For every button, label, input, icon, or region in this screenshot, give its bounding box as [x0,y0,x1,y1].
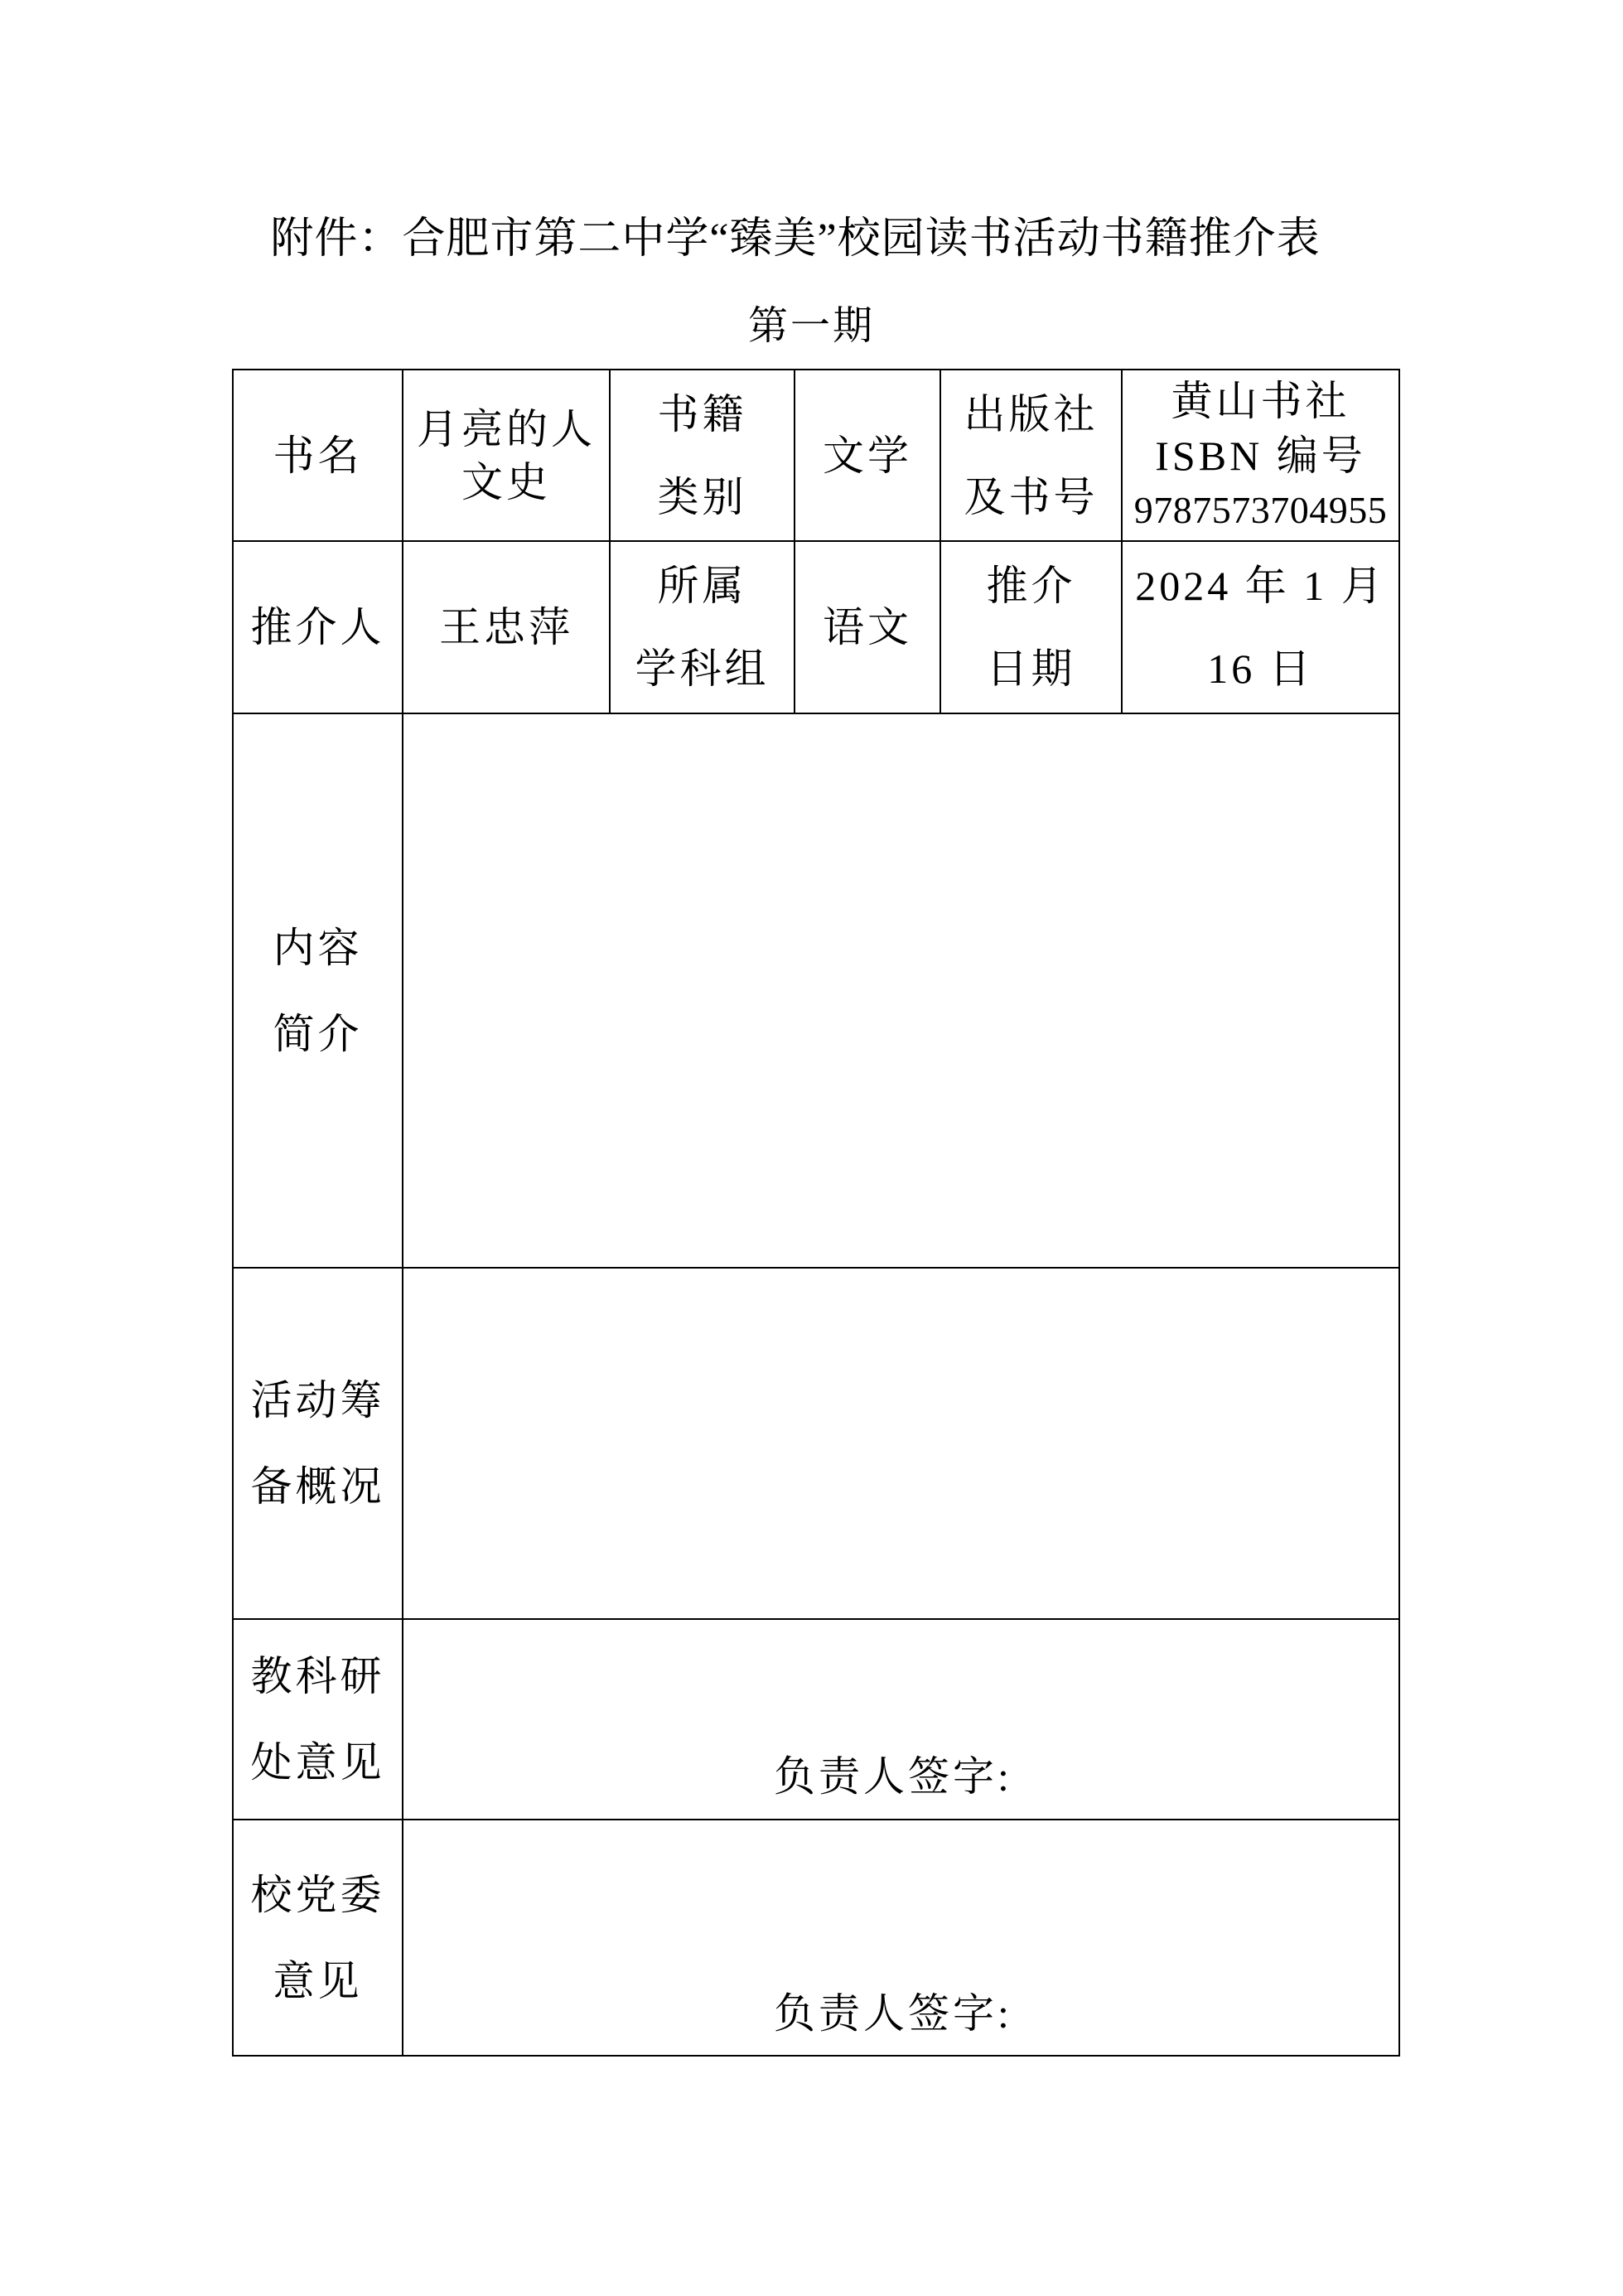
recommender-label-cell [233,541,403,713]
date-label-cell [940,541,1122,713]
date-value-cell [1122,541,1399,713]
summary-label-cell [233,713,403,1268]
issue-number: 第一期 [747,304,875,348]
publisher-label-line-2: 及书号 [964,473,1099,520]
form-body [233,370,1399,2056]
activity-preparation-label-line-2: 备概况 [250,1463,385,1510]
book-name-label: 书名 [273,432,363,479]
summary-label-line-1: 内容 [273,924,363,971]
publisher-label-cell [940,370,1122,541]
book-info-row [233,370,1399,541]
book-name-value-cell [403,370,610,541]
summary-label-line-2: 简介 [273,1010,363,1057]
recommender-label: 推介人 [250,604,385,650]
category-value-cell [795,370,940,541]
subject-group-label-line-2: 学科组 [635,645,770,692]
publisher-label-line-1: 出版社 [964,390,1099,437]
recommender-value: 王忠萍 [439,604,573,650]
summary-row [233,713,1399,1268]
research-office-label-line-1: 教科研 [250,1653,385,1699]
category-value: 文学 [823,432,912,479]
category-label-line-1: 书籍 [657,390,747,437]
party-committee-signature-label: 负责人签字: [774,1990,1012,2037]
publisher-name: 黄山书社 [1171,377,1350,424]
recommender-value-cell [403,541,610,713]
category-label-line-2: 类别 [657,473,747,520]
book-name-label-cell [233,370,403,541]
research-office-label-cell [233,1619,403,1820]
summary-content-area [403,713,1399,1268]
date-value-line-1: 2024 年 1 月 [1135,563,1386,609]
date-value-line-2: 16 日 [1207,645,1314,692]
isbn-number: 9787573704955 [1133,488,1388,531]
date-label-line-2: 日期 [986,645,1076,692]
party-committee-label-line-2: 意见 [273,1957,363,2004]
subject-group-label-line-1: 所属 [657,563,747,609]
recommender-info-row [233,541,1399,713]
document-title: 附件：合肥市第二中学“臻美”校园读书活动书籍推介表 [270,215,1321,263]
party-committee-opinion-row [233,1820,1399,2056]
book-name-value-line-1: 月亮的人 [417,405,596,452]
research-office-opinion-area [403,1619,1399,1820]
subject-group-label-cell [610,541,795,713]
isbn-label: ISBN 编号 [1155,432,1366,479]
party-committee-opinion-area [403,1820,1399,2056]
book-name-value-line-2: 文史 [461,458,551,505]
activity-preparation-label-line-1: 活动筹 [250,1377,385,1424]
subject-group-value-cell [795,541,940,713]
research-office-opinion-row [233,1619,1399,1820]
publisher-value-cell [1122,370,1399,541]
research-office-label-line-2: 处意见 [250,1739,385,1786]
subject-group-value: 语文 [823,604,912,650]
category-label-cell [610,370,795,541]
research-office-signature-label: 负责人签字: [774,1753,1012,1800]
activity-preparation-content-area [403,1268,1399,1619]
book-recommendation-form [232,369,1400,2057]
date-label-line-1: 推介 [986,563,1076,609]
activity-preparation-row [233,1268,1399,1619]
activity-preparation-label-cell [233,1268,403,1619]
party-committee-label-line-1: 校党委 [250,1871,385,1918]
party-committee-label-cell [233,1820,403,2056]
